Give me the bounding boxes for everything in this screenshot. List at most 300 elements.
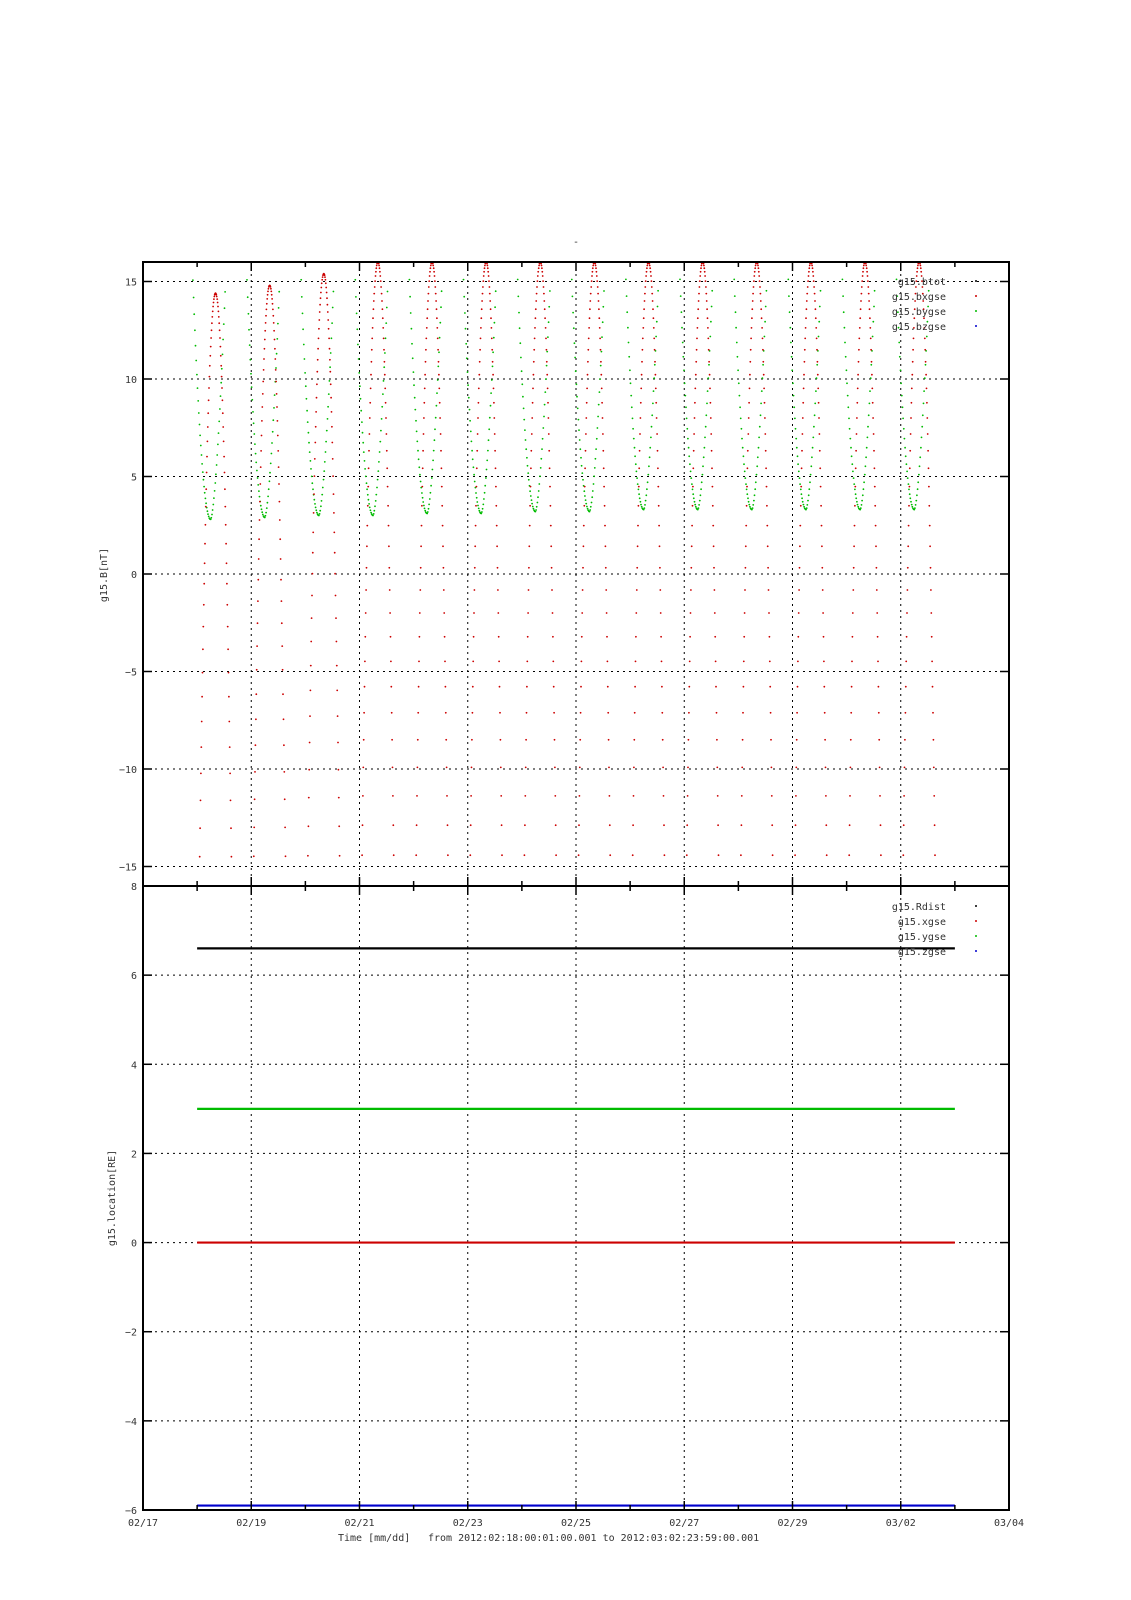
bxgse-point: [220, 355, 222, 357]
bxgse-point: [318, 338, 320, 340]
bxgse-point: [609, 824, 611, 826]
bygse-point: [494, 322, 496, 324]
bygse-point: [538, 490, 540, 492]
bxgse-point: [371, 338, 373, 340]
bxgse-point: [809, 265, 811, 267]
bxgse-point: [590, 286, 592, 288]
bxgse-point: [526, 661, 528, 663]
bxgse-point: [657, 450, 659, 452]
bxgse-point: [707, 338, 709, 340]
bxgse-point: [749, 361, 751, 363]
bxgse-point: [934, 854, 936, 856]
bygse-point: [546, 365, 548, 367]
bxgse-point: [482, 286, 484, 288]
bxgse-point: [690, 612, 692, 614]
bxgse-point: [445, 712, 447, 714]
bygse-point: [303, 344, 305, 346]
bxgse-point: [815, 308, 817, 310]
bxgse-point: [857, 388, 859, 390]
bxgse-point: [747, 433, 749, 435]
bygse-point: [579, 448, 581, 450]
bxgse-point: [585, 417, 587, 419]
bygse-point: [709, 336, 711, 338]
bygse-point: [701, 481, 703, 483]
bygse-point: [638, 489, 640, 491]
bygse-point: [196, 374, 198, 376]
bygse-point: [492, 366, 494, 368]
bxgse-point: [479, 349, 481, 351]
bxgse-point: [580, 712, 582, 714]
bxgse-point: [264, 330, 266, 332]
bxgse-point: [700, 271, 702, 273]
bygse-point: [703, 456, 705, 458]
bygse-point: [464, 312, 466, 314]
bygse-point: [868, 414, 870, 416]
bxgse-point: [434, 280, 436, 282]
bxgse-point: [795, 824, 797, 826]
bxgse-point: [255, 744, 257, 746]
bygse-point: [305, 385, 307, 387]
bxgse-point: [552, 661, 554, 663]
bygse-point: [535, 509, 537, 511]
bygse-point: [636, 477, 638, 479]
bygse-point: [527, 472, 529, 474]
bygse-point: [364, 460, 366, 462]
bygse-point: [748, 501, 750, 503]
bxgse-point: [746, 486, 748, 488]
bxgse-point: [825, 767, 827, 769]
bxgse-point: [224, 472, 226, 474]
bxgse-point: [380, 280, 382, 282]
bxgse-point: [856, 402, 858, 404]
bxgse-point: [705, 286, 707, 288]
bygse-point: [381, 418, 383, 420]
bxgse-point: [316, 383, 318, 385]
bxgse-point: [934, 824, 936, 826]
bygse-point: [808, 488, 810, 490]
bxgse-point: [633, 795, 635, 797]
bxgse-point: [718, 854, 720, 856]
bxgse-point: [367, 505, 369, 507]
bygse-point: [366, 488, 368, 490]
bygse-point: [801, 497, 803, 499]
bxgse-point: [744, 612, 746, 614]
bygse-point: [224, 291, 226, 293]
bxgse-point: [534, 327, 536, 329]
bygse-point: [211, 514, 213, 516]
bygse-point: [580, 457, 582, 459]
bxgse-point: [651, 280, 653, 282]
bygse-point: [272, 431, 274, 433]
bxgse-point: [259, 483, 261, 485]
bygse-point: [640, 501, 642, 503]
bxgse-point: [209, 355, 211, 357]
bxgse-point: [797, 661, 799, 663]
bxgse-point: [599, 327, 601, 329]
bxgse-point: [497, 612, 499, 614]
bxgse-point: [476, 450, 478, 452]
bygse-point: [918, 474, 920, 476]
bygse-point: [362, 442, 364, 444]
bxgse-point: [874, 467, 876, 469]
bxgse-point: [751, 308, 753, 310]
bxgse-point: [421, 486, 423, 488]
bxgse-point: [226, 604, 228, 606]
bxgse-point: [474, 567, 476, 569]
bxgse-point: [744, 589, 746, 591]
bygse-point: [628, 342, 630, 344]
bxgse-point: [639, 433, 641, 435]
bygse-point: [599, 378, 601, 380]
bygse-point: [700, 488, 702, 490]
bxgse-point: [906, 636, 908, 638]
bygse-point: [465, 328, 467, 330]
bygse-point: [735, 327, 737, 329]
bxgse-point: [211, 316, 213, 318]
bxgse-point: [598, 308, 600, 310]
bygse-point: [440, 306, 442, 308]
bygse-point: [431, 477, 433, 479]
bygse-point: [641, 506, 643, 508]
bxgse-point: [554, 739, 556, 741]
bygse-point: [692, 489, 694, 491]
bxgse-point: [765, 450, 767, 452]
y-tick-label: −5: [124, 667, 137, 679]
bxgse-point: [273, 322, 275, 324]
bxgse-point: [319, 304, 321, 306]
bygse-point: [925, 364, 927, 366]
bxgse-point: [649, 267, 651, 269]
bygse-point: [468, 397, 470, 399]
bygse-point: [587, 508, 589, 510]
bygse-point: [324, 461, 326, 463]
bxgse-point: [583, 525, 585, 527]
bygse-point: [520, 357, 522, 359]
bxgse-point: [203, 583, 205, 585]
bygse-point: [762, 364, 764, 366]
bxgse-point: [642, 327, 644, 329]
bygse-point: [684, 395, 686, 397]
bygse-point: [483, 498, 485, 500]
bygse-point: [766, 290, 768, 292]
bygse-point: [377, 470, 379, 472]
bygse-point: [923, 403, 925, 405]
bygse-point: [574, 342, 576, 344]
bygse-point: [799, 483, 801, 485]
bxgse-point: [585, 433, 587, 435]
bygse-point: [899, 356, 901, 358]
bxgse-point: [210, 337, 212, 339]
bxgse-point: [472, 712, 474, 714]
bxgse-point: [879, 795, 881, 797]
bxgse-point: [872, 402, 874, 404]
bxgse-point: [916, 271, 918, 273]
bxgse-point: [601, 402, 603, 404]
bxgse-point: [278, 483, 280, 485]
bygse-point: [436, 405, 438, 407]
bxgse-point: [930, 612, 932, 614]
bygse-point: [741, 428, 743, 430]
bxgse-point: [650, 271, 652, 273]
x-tick-label: 02/29: [777, 1518, 808, 1529]
bxgse-point: [764, 417, 766, 419]
bxgse-point: [824, 739, 826, 741]
bygse-point: [752, 504, 754, 506]
bxgse-point: [691, 525, 693, 527]
bygse-point: [325, 441, 327, 443]
bygse-point: [489, 417, 491, 419]
bxgse-point: [650, 275, 652, 277]
bxgse-point: [264, 348, 266, 350]
bxgse-point: [819, 467, 821, 469]
bxgse-point: [875, 545, 877, 547]
bxgse-point: [382, 317, 384, 319]
bxgse-point: [386, 433, 388, 435]
bxgse-point: [820, 486, 822, 488]
bygse-point: [707, 377, 709, 379]
bxgse-point: [708, 349, 710, 351]
bxgse-point: [817, 361, 819, 363]
bygse-point: [630, 395, 632, 397]
bxgse-point: [274, 358, 276, 360]
bxgse-point: [743, 636, 745, 638]
bxgse-point: [262, 381, 264, 383]
bygse-point: [602, 306, 604, 308]
bxgse-point: [766, 525, 768, 527]
bygse-point: [308, 442, 310, 444]
bxgse-point: [492, 374, 494, 376]
bxgse-point: [746, 505, 748, 507]
bygse-point: [919, 456, 921, 458]
bxgse-point: [635, 661, 637, 663]
bxgse-point: [473, 612, 475, 614]
bxgse-point: [920, 265, 922, 267]
bxgse-point: [760, 300, 762, 302]
bxgse-point: [817, 374, 819, 376]
bxgse-point: [375, 275, 377, 277]
bxgse-point: [749, 388, 751, 390]
bygse-point: [632, 428, 634, 430]
bxgse-point: [849, 795, 851, 797]
bygse-point: [921, 437, 923, 439]
bxgse-point: [925, 374, 927, 376]
bxgse-point: [373, 300, 375, 302]
bxgse-point: [223, 456, 225, 458]
bygse-point: [902, 406, 904, 408]
bxgse-point: [804, 338, 806, 340]
bygse-point: [484, 485, 486, 487]
bxgse-point: [478, 388, 480, 390]
bxgse-point: [490, 317, 492, 319]
bxgse-point: [741, 767, 743, 769]
bygse-point: [521, 383, 523, 385]
bxgse-point: [435, 300, 437, 302]
bxgse-point: [874, 505, 876, 507]
bygse-point: [309, 451, 311, 453]
bygse-point: [756, 474, 758, 476]
bygse-point: [411, 343, 413, 345]
bygse-point: [820, 290, 822, 292]
bxgse-point: [591, 275, 593, 277]
bygse-point: [471, 450, 473, 452]
bygse-point: [193, 297, 195, 299]
bxgse-point: [869, 327, 871, 329]
bxgse-point: [330, 397, 332, 399]
bygse-point: [495, 290, 497, 292]
bygse-point: [354, 279, 356, 281]
bygse-point: [377, 479, 379, 481]
bygse-point: [639, 497, 641, 499]
bxgse-point: [337, 715, 339, 717]
bxgse-point: [498, 636, 500, 638]
bygse-point: [695, 506, 697, 508]
bxgse-point: [640, 388, 642, 390]
bxgse-point: [596, 280, 598, 282]
bygse-point: [851, 455, 853, 457]
bygse-point: [416, 431, 418, 433]
bygse-point: [704, 447, 706, 449]
bygse-point: [867, 426, 869, 428]
bxgse-point: [849, 824, 851, 826]
bxgse-point: [588, 327, 590, 329]
bxgse-point: [714, 589, 716, 591]
bxgse-point: [315, 411, 317, 413]
bxgse-point: [319, 311, 321, 313]
bxgse-point: [856, 417, 858, 419]
bxgse-point: [741, 795, 743, 797]
bxgse-point: [480, 338, 482, 340]
bygse-point: [315, 507, 317, 509]
bygse-point: [681, 327, 683, 329]
bygse-point: [645, 500, 647, 502]
bxgse-point: [695, 361, 697, 363]
bxgse-point: [799, 567, 801, 569]
bxgse-point: [311, 595, 313, 597]
bygse-point: [332, 307, 334, 309]
bxgse-point: [495, 486, 497, 488]
bxgse-point: [767, 567, 769, 569]
bxgse-point: [320, 292, 322, 294]
bygse-point: [424, 510, 426, 512]
bygse-point: [519, 327, 521, 329]
bygse-point: [842, 295, 844, 297]
bygse-point: [258, 490, 260, 492]
bxgse-point: [742, 739, 744, 741]
bxgse-point: [272, 315, 274, 317]
bxgse-point: [424, 388, 426, 390]
bygse-point: [869, 403, 871, 405]
bxgse-point: [848, 854, 850, 856]
legend-label: g15.btot: [897, 277, 946, 288]
bxgse-point: [635, 636, 637, 638]
bygse-point: [577, 408, 579, 410]
legend-label: g15.ygse: [897, 932, 946, 943]
x-tick-label: 02/21: [344, 1518, 375, 1529]
bygse-point: [488, 439, 490, 441]
bygse-point: [595, 448, 597, 450]
bxgse-point: [708, 361, 710, 363]
bxgse-point: [544, 308, 546, 310]
bxgse-point: [446, 767, 448, 769]
bygse-point: [467, 384, 469, 386]
bygse-point: [797, 455, 799, 457]
bxgse-point: [328, 328, 330, 330]
bxgse-point: [587, 349, 589, 351]
bxgse-point: [697, 308, 699, 310]
bxgse-point: [390, 661, 392, 663]
bxgse-point: [851, 661, 853, 663]
bygse-point: [803, 506, 805, 508]
bxgse-point: [200, 773, 202, 775]
bxgse-point: [797, 636, 799, 638]
bygse-point: [850, 447, 852, 449]
bygse-point: [690, 471, 692, 473]
bxgse-point: [869, 308, 871, 310]
bxgse-point: [331, 442, 333, 444]
bygse-point: [212, 509, 214, 511]
bxgse-point: [533, 361, 535, 363]
bxgse-point: [272, 303, 274, 305]
bxgse-point: [548, 450, 550, 452]
bxgse-point: [931, 661, 933, 663]
bxgse-point: [763, 388, 765, 390]
bxgse-point: [854, 525, 856, 527]
bxgse-point: [308, 825, 310, 827]
bxgse-point: [469, 854, 471, 856]
bygse-point: [625, 279, 627, 281]
bxgse-point: [644, 300, 646, 302]
bxgse-point: [219, 329, 221, 331]
bygse-point: [321, 494, 323, 496]
bxgse-point: [658, 525, 660, 527]
bxgse-point: [432, 265, 434, 267]
bxgse-point: [446, 795, 448, 797]
bxgse-point: [753, 275, 755, 277]
bxgse-point: [770, 712, 772, 714]
bxgse-point: [202, 648, 204, 650]
bxgse-point: [880, 854, 882, 856]
bxgse-point: [806, 308, 808, 310]
bxgse-point: [707, 317, 709, 319]
bygse-point: [855, 493, 857, 495]
bygse-point: [372, 515, 374, 517]
bygse-point: [467, 371, 469, 373]
bxgse-point: [764, 402, 766, 404]
bxgse-point: [201, 696, 203, 698]
bygse-point: [203, 479, 205, 481]
bygse-point: [490, 392, 492, 394]
bxgse-point: [325, 282, 327, 284]
bxgse-point: [418, 686, 420, 688]
bygse-point: [310, 468, 312, 470]
bxgse-point: [659, 545, 661, 547]
bxgse-point: [387, 486, 389, 488]
bygse-point: [654, 364, 656, 366]
bxgse-point: [535, 300, 537, 302]
bygse-point: [851, 463, 853, 465]
bxgse-point: [822, 612, 824, 614]
bxgse-point: [421, 505, 423, 507]
bxgse-point: [867, 280, 869, 282]
y-tick-label: 0: [130, 570, 137, 581]
bxgse-point: [390, 636, 392, 638]
bygse-point: [259, 496, 261, 498]
bygse-point: [812, 437, 814, 439]
bxgse-point: [536, 286, 538, 288]
x-tick-label: 02/23: [452, 1518, 483, 1529]
bygse-point: [656, 321, 658, 323]
bxgse-point: [761, 327, 763, 329]
